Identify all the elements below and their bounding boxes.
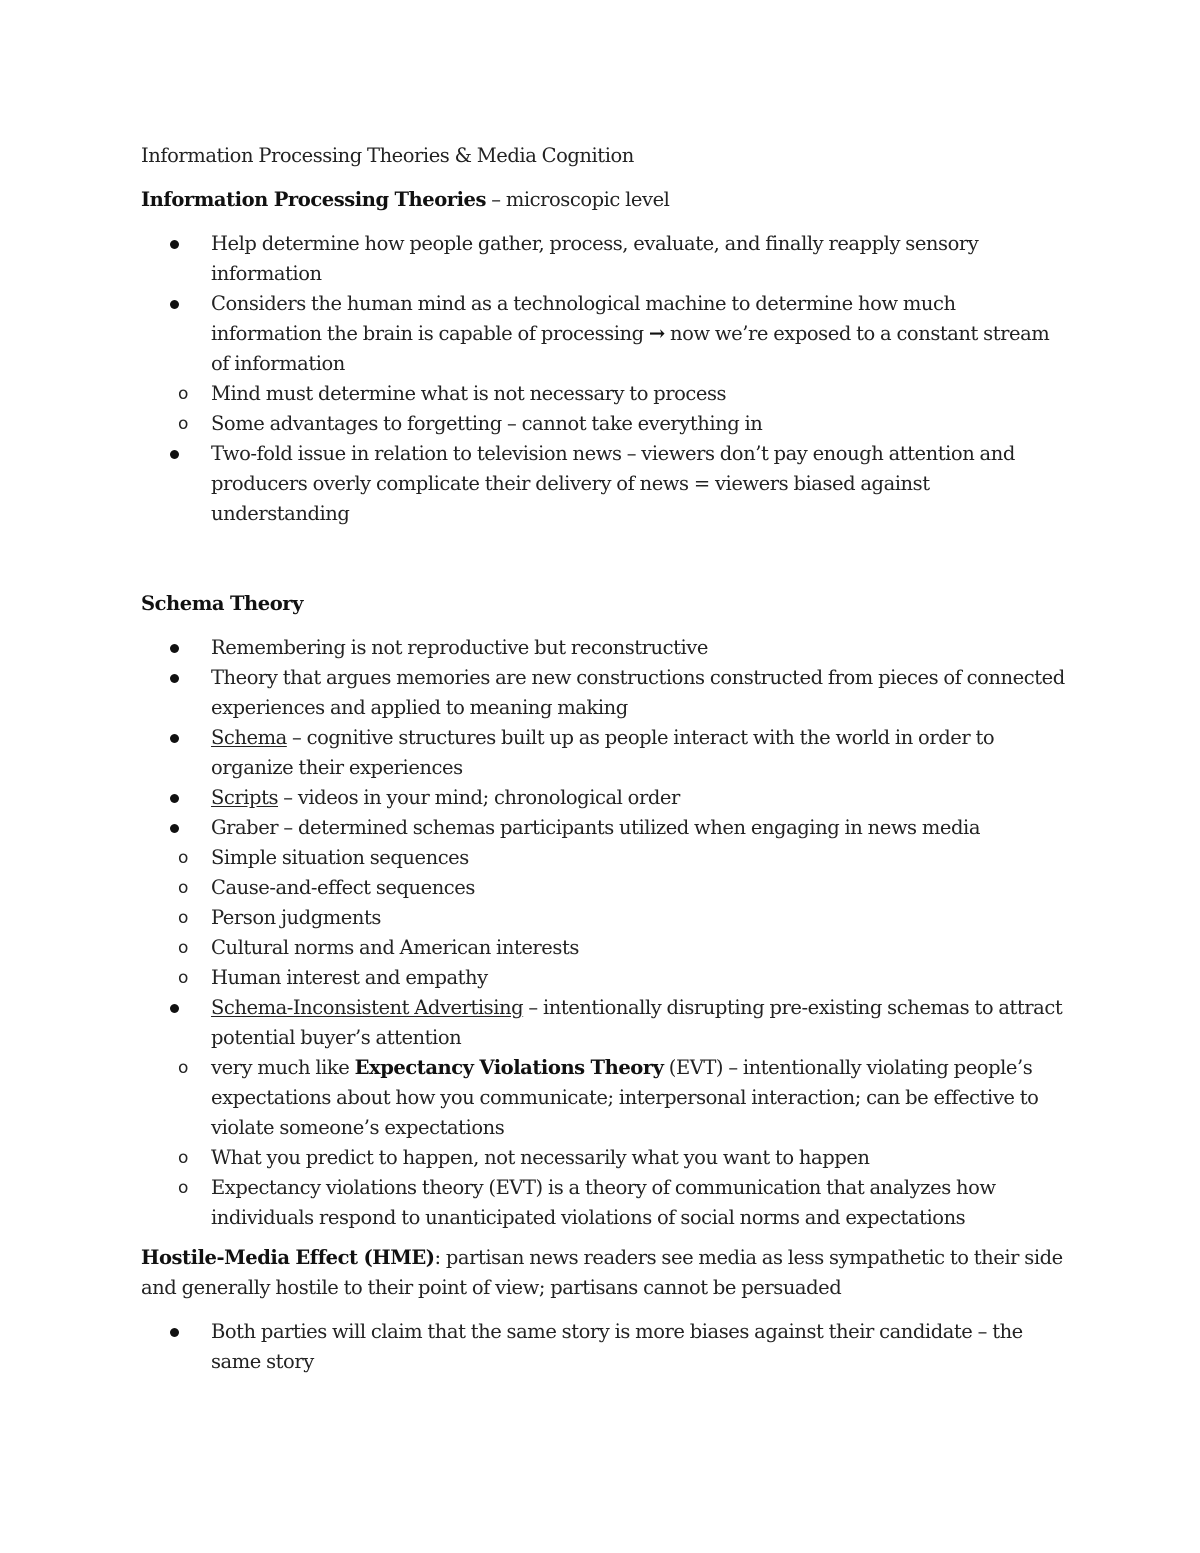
block-spacer bbox=[141, 1233, 1071, 1243]
list-item bbox=[141, 289, 1071, 439]
sub-list-item-text: Expectancy violations theory (EVT) is a theory of communication that analyzes how individuals respond to unanticipated violations of social norms and expectations bbox=[211, 1176, 996, 1229]
document-body bbox=[141, 141, 1071, 1377]
section-heading-schema-theory bbox=[141, 589, 1071, 619]
sub-list-item bbox=[140, 1173, 1071, 1233]
bullet-dot-icon bbox=[170, 824, 179, 833]
bullet-dot-icon bbox=[170, 794, 179, 803]
bullet-dot-icon bbox=[170, 240, 179, 249]
list-item-text: Theory that argues memories are new constructions constructed from pieces of connected experiences and applied to meaning making bbox=[211, 666, 1065, 719]
sub-list-item bbox=[140, 873, 1071, 903]
heading-description: : partisan news readers see media as less sympathetic to their side and generally hostile to their point of view; partisans cannot be persuaded bbox=[141, 1246, 1063, 1299]
bullet-dot-icon bbox=[170, 644, 179, 653]
bullet-dot-icon bbox=[170, 300, 179, 309]
bullet-dot-icon bbox=[170, 674, 179, 683]
heading-bold-term: Schema Theory bbox=[141, 592, 303, 615]
section-heading-hostile-media-effect bbox=[141, 1243, 1071, 1303]
sub-list-item-text: Person judgments bbox=[211, 906, 381, 929]
sub-list-item-text: Simple situation sequences bbox=[211, 846, 469, 869]
list-item bbox=[141, 813, 1071, 993]
circle-bullet-icon: o bbox=[178, 414, 188, 434]
sub-list-item-text: very much like bbox=[211, 1056, 355, 1079]
circle-bullet-icon: o bbox=[178, 1178, 188, 1198]
sub-list-item-text: Human interest and empathy bbox=[211, 966, 488, 989]
section-spacer bbox=[141, 529, 1071, 589]
circle-bullet-icon: o bbox=[178, 968, 188, 988]
bullet-dot-icon bbox=[170, 450, 179, 459]
sub-list-item-text: Cultural norms and American interests bbox=[211, 936, 579, 959]
list-item-text: – intentionally disrupting pre-existing schemas to attract potential buyer’s attention bbox=[211, 996, 1063, 1049]
list-item-text: Help determine how people gather, process, evaluate, and finally reapply sensory information bbox=[211, 232, 979, 285]
sub-list-item bbox=[140, 409, 1071, 439]
list-item-text-tail: now we’re exposed to a constant stream of information bbox=[211, 322, 1050, 375]
list-item bbox=[141, 663, 1071, 723]
sub-list-item bbox=[140, 1143, 1071, 1173]
circle-bullet-icon: o bbox=[178, 908, 188, 928]
list-item-text: Two-fold issue in relation to television news – viewers don’t pay enough attention and producers overly complicate their delivery of news = viewers biased against understanding bbox=[211, 442, 1015, 525]
heading-bold-term: Information Processing Theories bbox=[141, 188, 487, 211]
circle-bullet-icon: o bbox=[178, 848, 188, 868]
sub-list-item-text-tail: (EVT) – intentionally violating people’s expectations about how you communicate; interpersonal interaction; can be effective to violate someone’s expectations bbox=[211, 1056, 1039, 1139]
circle-bullet-icon: o bbox=[178, 1058, 188, 1078]
list-item-text: – cognitive structures built up as people interact with the world in order to organize their experiences bbox=[211, 726, 995, 779]
circle-bullet-icon: o bbox=[178, 1148, 188, 1168]
sub-list-item-text: Mind must determine what is not necessary to process bbox=[211, 382, 727, 405]
heading-description: – microscopic level bbox=[486, 188, 670, 211]
underlined-term-schema: Schema bbox=[211, 726, 287, 749]
sub-list-item bbox=[140, 963, 1071, 993]
advertising-sub-list bbox=[178, 1053, 1071, 1233]
bullet-dot-icon bbox=[170, 1328, 179, 1337]
sub-list-item-text: Some advantages to forgetting – cannot take everything in bbox=[211, 412, 763, 435]
list-item bbox=[141, 993, 1071, 1233]
section-heading-information-processing bbox=[141, 185, 1071, 215]
bullet-dot-icon bbox=[170, 734, 179, 743]
circle-bullet-icon: o bbox=[178, 878, 188, 898]
list-item bbox=[141, 229, 1071, 289]
info-processing-list bbox=[141, 229, 1071, 529]
list-item-text: Considers the human mind as a technological machine to determine how much information the brain is capable of processing bbox=[211, 292, 956, 345]
sub-list-item bbox=[140, 843, 1071, 873]
sub-list-item bbox=[140, 903, 1071, 933]
circle-bullet-icon: o bbox=[178, 938, 188, 958]
graber-sub-list bbox=[178, 843, 1071, 993]
underlined-term-scripts: Scripts bbox=[211, 786, 279, 809]
schema-theory-list bbox=[141, 633, 1071, 1233]
heading-bold-term: Hostile-Media Effect (HME) bbox=[141, 1246, 435, 1269]
list-item-text: Remembering is not reproductive but reconstructive bbox=[211, 636, 708, 659]
sub-list-item-text: What you predict to happen, not necessarily what you want to happen bbox=[211, 1146, 870, 1169]
list-item bbox=[141, 1317, 1071, 1377]
list-item bbox=[141, 633, 1071, 663]
list-item-text: – videos in your mind; chronological order bbox=[278, 786, 680, 809]
sub-list-item bbox=[140, 379, 1071, 409]
list-item bbox=[141, 723, 1071, 783]
list-item bbox=[141, 783, 1071, 813]
hme-list bbox=[141, 1317, 1071, 1377]
sub-list bbox=[178, 379, 1071, 439]
underlined-term-schema-inconsistent-advertising: Schema-Inconsistent Advertising bbox=[211, 996, 524, 1019]
list-item-text: Both parties will claim that the same story is more biases against their candidate – the same story bbox=[211, 1320, 1023, 1373]
bullet-dot-icon bbox=[170, 1004, 179, 1013]
document-title: Information Processing Theories & Media Cognition bbox=[141, 144, 634, 167]
list-item-text: Graber – determined schemas participants utilized when engaging in news media bbox=[211, 816, 980, 839]
bold-term-evt: Expectancy Violations Theory bbox=[354, 1056, 664, 1079]
sub-list-item-text: Cause-and-effect sequences bbox=[211, 876, 475, 899]
sub-list-item bbox=[140, 933, 1071, 963]
circle-bullet-icon: o bbox=[178, 384, 188, 404]
right-arrow-icon: → bbox=[648, 322, 665, 345]
list-item bbox=[141, 439, 1071, 529]
sub-list-item bbox=[140, 1053, 1071, 1143]
